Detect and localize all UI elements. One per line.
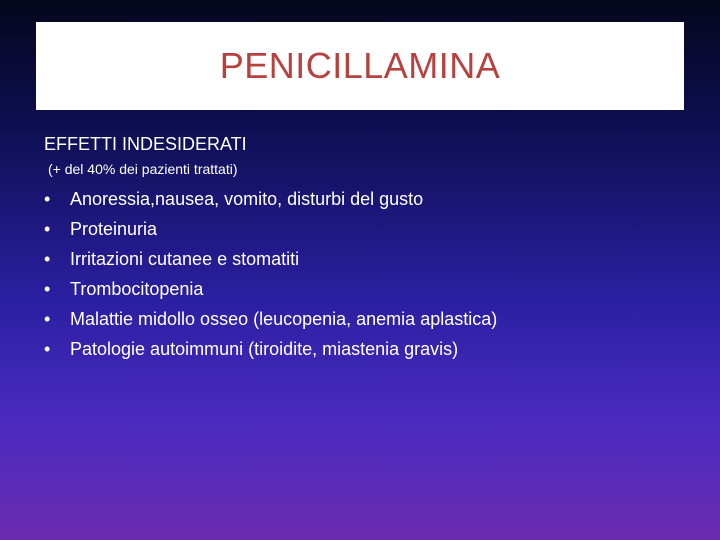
title-box — [36, 22, 684, 110]
bullet-icon: • — [44, 249, 51, 269]
bullet-icon: • — [44, 279, 51, 299]
list-item — [44, 214, 684, 244]
section-heading: EFFETTI INDESIDERATI — [44, 134, 247, 154]
bullet-list — [44, 184, 684, 364]
list-item — [44, 184, 684, 214]
section-subheading: (+ del 40% dei pazienti trattati) — [48, 161, 238, 177]
bullet-icon: • — [44, 339, 51, 359]
list-item — [44, 274, 684, 304]
list-item-text: Malattie midollo osseo (leucopenia, anemia aplastica) — [70, 309, 498, 329]
list-item-text: Anoressia,nausea, vomito, disturbi del gusto — [70, 189, 424, 209]
list-item — [44, 334, 684, 364]
bullet-icon: • — [44, 189, 51, 209]
bullet-icon: • — [44, 219, 51, 239]
list-item — [44, 244, 684, 274]
content-section — [44, 133, 684, 364]
slide-title: PENICILLAMINA — [219, 45, 501, 86]
bullet-icon: • — [44, 309, 51, 329]
list-item-text: Patologie autoimmuni (tiroidite, miastenia gravis) — [70, 339, 459, 359]
list-item-text: Proteinuria — [70, 219, 158, 239]
list-item-text: Trombocitopenia — [70, 279, 204, 299]
list-item-text: Irritazioni cutanee e stomatiti — [70, 249, 300, 269]
list-item — [44, 304, 684, 334]
